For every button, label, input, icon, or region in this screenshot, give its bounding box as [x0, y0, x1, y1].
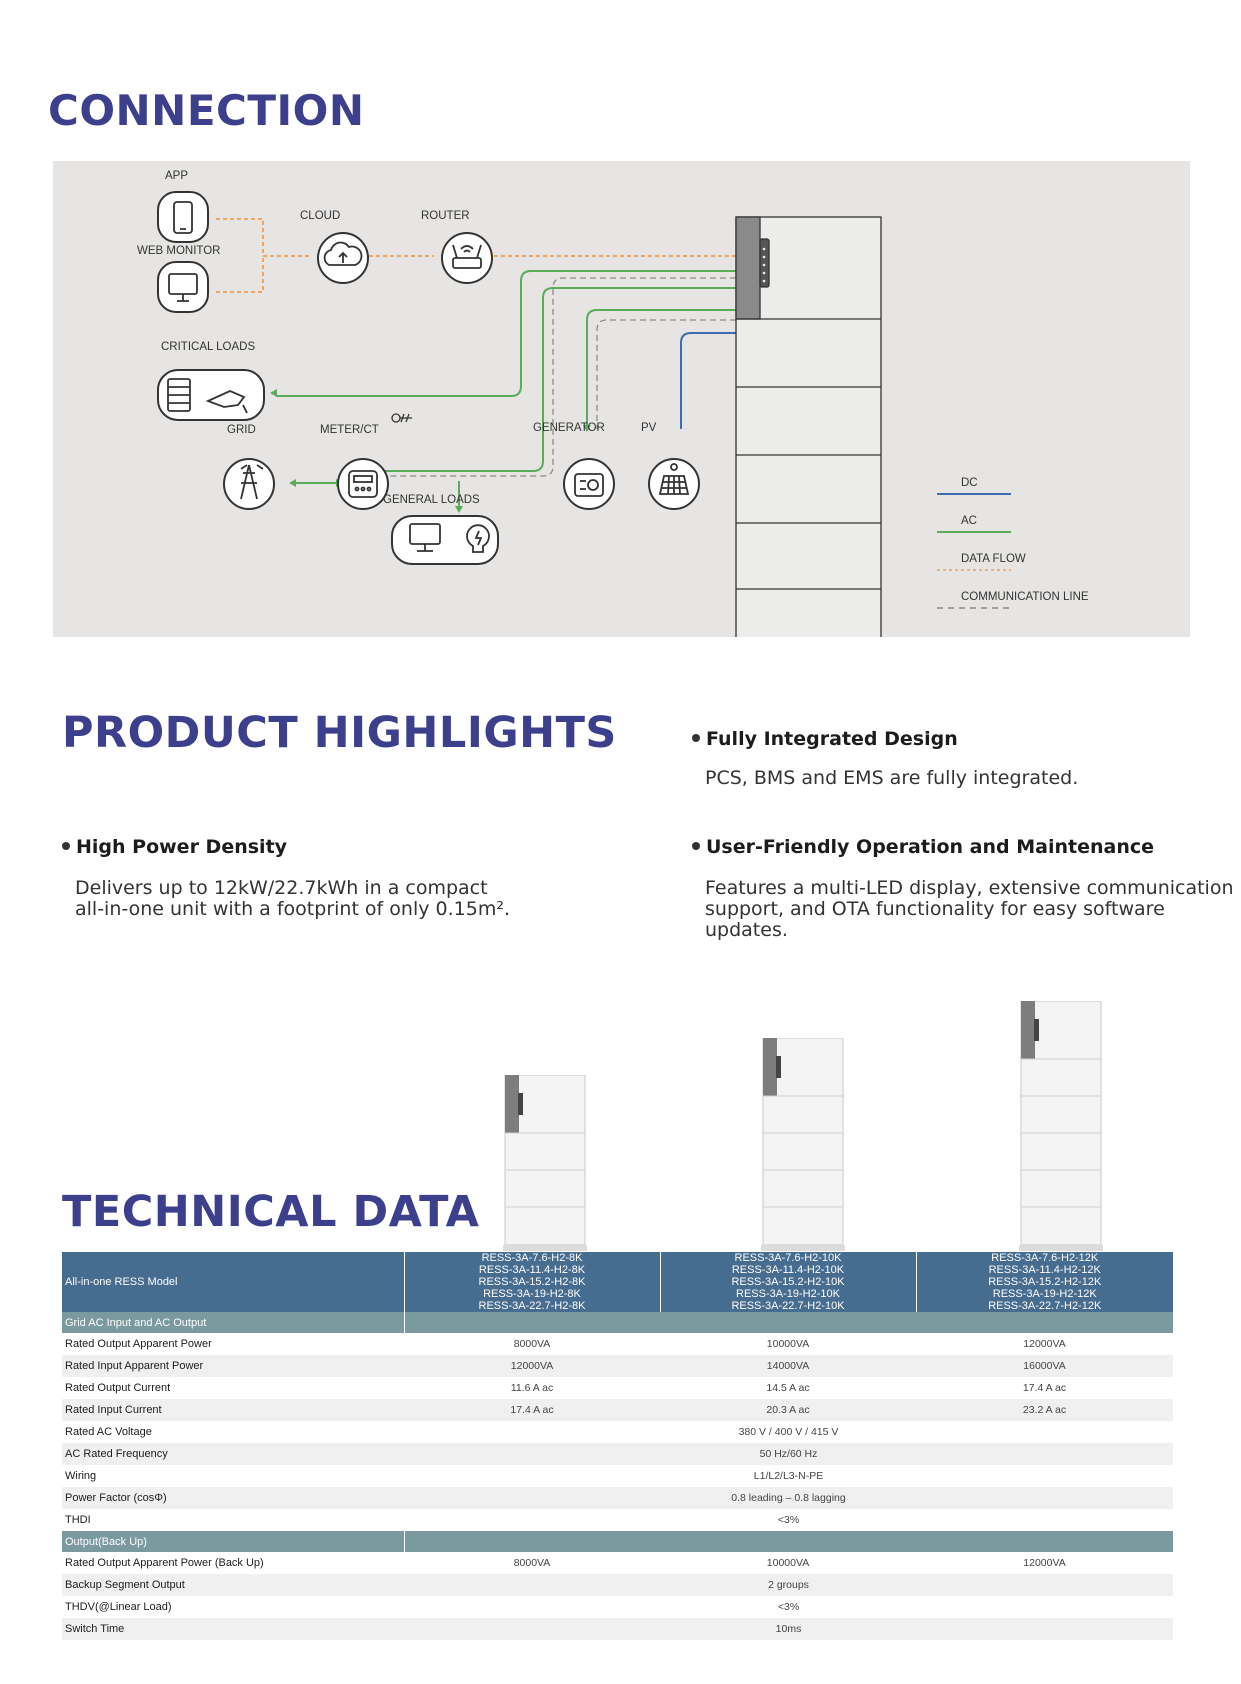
app-label: APP: [165, 170, 189, 182]
table-row: [62, 1333, 1173, 1355]
connection-title: CONNECTION: [48, 86, 365, 135]
table-row: [62, 1377, 1173, 1399]
table-row: [62, 1355, 1173, 1377]
table-row: [62, 1596, 1173, 1618]
table-section-row: [62, 1531, 1173, 1552]
bullet-icon: [692, 842, 700, 850]
row-label: THDV(@Linear Load): [62, 1596, 404, 1618]
row-label: AC Rated Frequency: [62, 1443, 404, 1465]
legend-dataflow-label: DATA FLOW: [961, 553, 1026, 565]
general-loads-icon: [392, 516, 498, 564]
highlight-body-operation: Features a multi-LED display, extensive communication support, and OTA functionality for easy software updates.: [705, 877, 1234, 941]
technical-data-title: TECHNICAL DATA: [62, 1187, 480, 1237]
row-value: 10000VA: [660, 1552, 916, 1574]
table-row: [62, 1618, 1173, 1640]
row-value: 10000VA: [660, 1333, 916, 1355]
model-name: RESS-3A-15.2-H2-12K: [988, 1276, 1102, 1288]
model-name: RESS-3A-11.4-H2-10K: [731, 1264, 845, 1276]
row-value-common: 50 Hz/60 Hz: [404, 1443, 1173, 1465]
row-label: THDI: [62, 1509, 404, 1531]
row-value-common: <3%: [404, 1596, 1173, 1618]
meter-ct-label: METER/CT: [320, 424, 379, 436]
table-row: [62, 1487, 1173, 1509]
model-name: RESS-3A-15.2-H2-10K: [731, 1276, 845, 1288]
row-value-common: <3%: [404, 1509, 1173, 1531]
pv-label: PV: [641, 422, 657, 434]
legend-dc-label: DC: [961, 477, 978, 489]
row-value-common: 380 V / 400 V / 415 V: [404, 1421, 1173, 1443]
connection-diagram: [53, 161, 1190, 637]
legend-comm-label: COMMUNICATION LINE: [961, 591, 1089, 603]
row-label: Wiring: [62, 1465, 404, 1487]
highlight-heading-power-density: High Power Density: [62, 836, 287, 858]
row-label: Power Factor (cosΦ): [62, 1487, 404, 1509]
row-value-common: 2 groups: [404, 1574, 1173, 1596]
product-image-12k: [1019, 1001, 1103, 1253]
model-name: RESS-3A-7.6-H2-12K: [991, 1252, 1099, 1264]
model-name: RESS-3A-15.2-H2-8K: [478, 1276, 586, 1288]
generator-label: GENERATOR: [533, 422, 605, 434]
model-name: RESS-3A-11.4-H2-12K: [988, 1264, 1101, 1276]
model-name: RESS-3A-7.6-H2-10K: [734, 1252, 842, 1264]
table-row: [62, 1465, 1173, 1487]
row-value: 14000VA: [660, 1355, 916, 1377]
table-row: [62, 1552, 1173, 1574]
model-cell: [404, 1252, 660, 1312]
highlight-heading-operation: User-Friendly Operation and Maintenance: [692, 836, 1154, 858]
row-value: 14.5 A ac: [660, 1377, 916, 1399]
legend-ac-label: AC: [961, 515, 977, 527]
model-name: RESS-3A-22.7-H2-10K: [731, 1300, 845, 1312]
table-row: [62, 1443, 1173, 1465]
row-value: 23.2 A ac: [916, 1399, 1173, 1421]
grid-label: GRID: [227, 424, 256, 436]
row-label: Rated Input Current: [62, 1399, 404, 1421]
technical-data-table: [62, 1252, 1173, 1640]
row-label: Backup Segment Output: [62, 1574, 404, 1596]
table-model-row: [62, 1252, 1173, 1312]
model-name: RESS-3A-19-H2-8K: [483, 1288, 581, 1300]
highlight-body-power-density: Delivers up to 12kW/22.7kWh in a compact all-in-one unit with a footprint of only 0.15m².: [75, 877, 510, 920]
row-value: 12000VA: [916, 1552, 1173, 1574]
meter-icon: [338, 459, 388, 509]
general-loads-label: GENERAL LOADS: [383, 494, 480, 506]
row-value: 11.6 A ac: [404, 1377, 660, 1399]
model-name: RESS-3A-11.4-H2-8K: [478, 1264, 586, 1276]
row-value: 8000VA: [404, 1333, 660, 1355]
connection-diagram-svg: [53, 161, 1190, 637]
table-row: [62, 1399, 1173, 1421]
row-label: Rated Output Current: [62, 1377, 404, 1399]
row-value-common: 10ms: [404, 1618, 1173, 1640]
row-value: 20.3 A ac: [660, 1399, 916, 1421]
row-value: 12000VA: [916, 1333, 1173, 1355]
model-name: RESS-3A-7.6-H2-8K: [481, 1252, 583, 1264]
row-value: 12000VA: [404, 1355, 660, 1377]
table-section-row: [62, 1312, 1173, 1333]
model-name: RESS-3A-22.7-H2-12K: [988, 1300, 1102, 1312]
row-label: Rated Output Apparent Power (Back Up): [62, 1552, 404, 1574]
router-label: ROUTER: [421, 210, 470, 222]
row-label: Rated Output Apparent Power: [62, 1333, 404, 1355]
model-name: RESS-3A-19-H2-10K: [736, 1288, 840, 1300]
model-name: RESS-3A-19-H2-12K: [992, 1288, 1097, 1300]
table-row: [62, 1509, 1173, 1531]
bullet-icon: [62, 842, 70, 850]
highlight-heading-integrated: Fully Integrated Design: [692, 728, 958, 750]
table-row: [62, 1421, 1173, 1443]
row-label: Rated Input Apparent Power: [62, 1355, 404, 1377]
app-icon: [158, 192, 208, 242]
model-name: RESS-3A-22.7-H2-8K: [478, 1300, 586, 1312]
highlight-body-integrated: PCS, BMS and EMS are fully integrated.: [705, 767, 1079, 789]
row-label: Rated AC Voltage: [62, 1421, 404, 1443]
product-image-10k: [761, 1038, 845, 1253]
row-value: 17.4 A ac: [916, 1377, 1173, 1399]
row-label: Switch Time: [62, 1618, 404, 1640]
product-image-8k: [503, 1075, 587, 1253]
row-value: 8000VA: [404, 1552, 660, 1574]
product-highlights-title: PRODUCT HIGHLIGHTS: [62, 708, 617, 758]
model-label: All-in-one RESS Model: [62, 1252, 404, 1312]
critical-loads-label: CRITICAL LOADS: [161, 341, 256, 353]
section-name: Output(Back Up): [62, 1531, 404, 1552]
section-blank: [404, 1531, 1173, 1552]
table-row: [62, 1574, 1173, 1596]
section-name: Grid AC Input and AC Output: [62, 1312, 404, 1333]
section-blank: [404, 1312, 1173, 1333]
row-value: 16000VA: [916, 1355, 1173, 1377]
model-cell: [660, 1252, 916, 1312]
row-value-common: 0.8 leading – 0.8 lagging: [404, 1487, 1173, 1509]
cloud-label: CLOUD: [300, 210, 341, 222]
web-monitor-icon: [158, 262, 208, 312]
web-monitor-label: WEB MONITOR: [137, 245, 221, 257]
row-value: 17.4 A ac: [404, 1399, 660, 1421]
row-value-common: L1/L2/L3-N-PE: [404, 1465, 1173, 1487]
model-cell: [916, 1252, 1173, 1312]
bullet-icon: [692, 734, 700, 742]
